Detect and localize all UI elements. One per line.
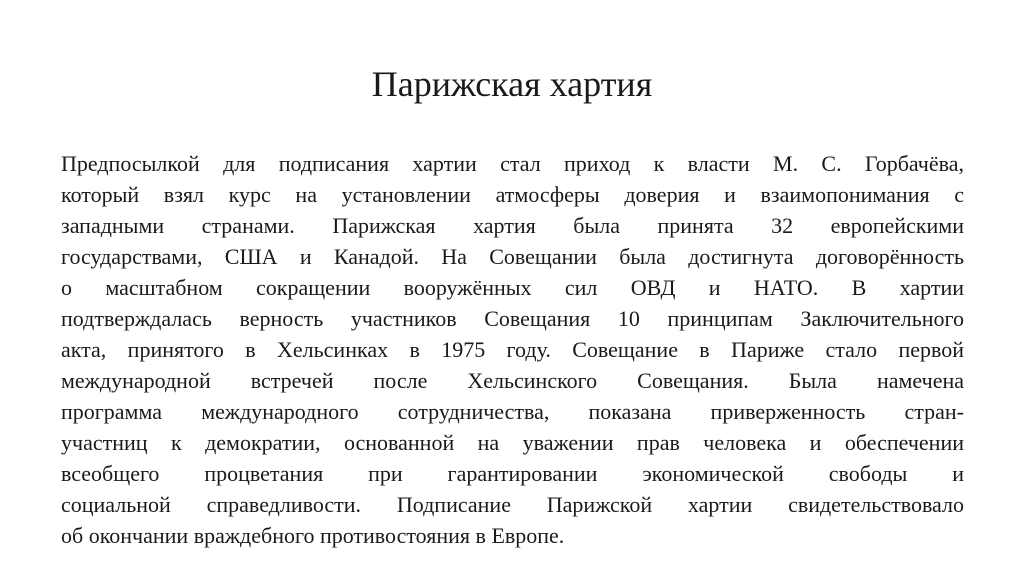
paragraph-line: государствами, США и Канадой. На Совещании была достигнута договорённость	[61, 244, 964, 269]
body-paragraph	[61, 148, 964, 551]
paragraph-line: программа международного сотрудничества, показана приверженность стран-	[61, 399, 964, 424]
paragraph-line: который взял курс на установлении атмосферы доверия и взаимопонимания с	[61, 182, 964, 207]
paragraph-line: акта, принятого в Хельсинках в 1975 году. Совещание в Париже стало первой	[61, 337, 964, 362]
paragraph-line: западными странами. Парижская хартия была принята 32 европейскими	[61, 213, 964, 238]
paragraph-line: участниц к демократии, основанной на уважении прав человека и обеспечении	[61, 430, 964, 455]
paragraph-line: подтверждалась верность участников Совещания 10 принципам Заключительного	[61, 306, 964, 331]
paragraph-line: о масштабном сокращении вооружённых сил ОВД и НАТО. В хартии	[61, 275, 964, 300]
paragraph-line: Предпосылкой для подписания хартии стал приход к власти М. С. Горбачёва,	[61, 151, 964, 176]
paragraph-line: международной встречей после Хельсинского Совещания. Была намечена	[61, 368, 964, 393]
paragraph-line: об окончании враждебного противостояния в Европе.	[61, 523, 565, 548]
slide-title: Парижская хартия	[371, 64, 653, 104]
paragraph-line: социальной справедливости. Подписание Парижской хартии свидетельствовало	[61, 492, 964, 517]
paragraph-line: всеобщего процветания при гарантировании экономической свободы и	[61, 461, 964, 486]
